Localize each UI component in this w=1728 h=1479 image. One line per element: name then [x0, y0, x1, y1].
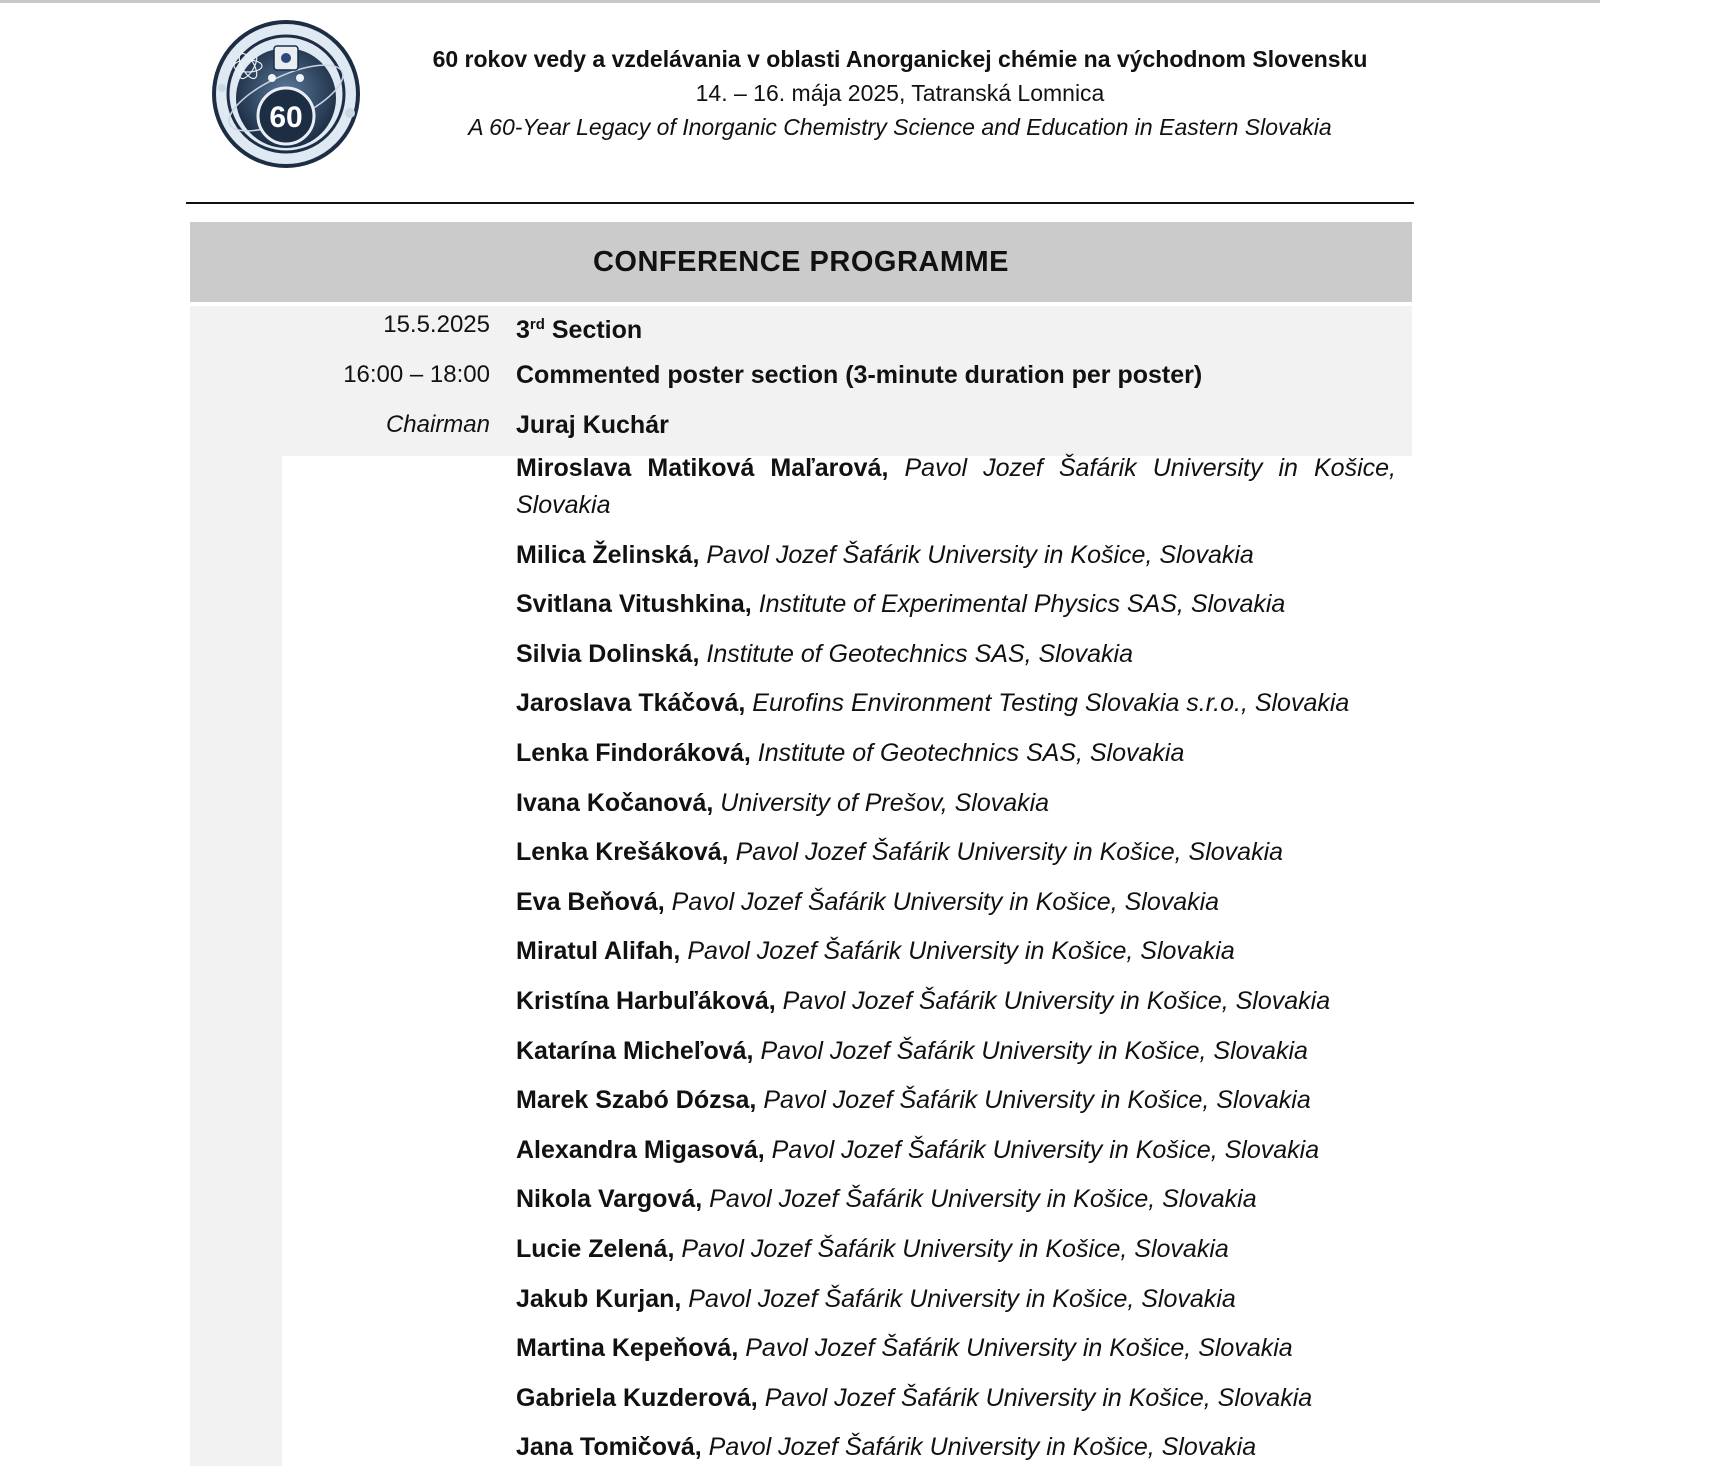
conference-title-en: A 60-Year Legacy of Inorganic Chemistry Science and Education in Eastern Slovakia [468, 114, 1332, 140]
section-word: Section [551, 316, 643, 344]
session-time: 16:00 – 18:00 [343, 361, 490, 388]
presenter-affiliation: University of Prešov, Slovakia [720, 788, 1050, 817]
list-item [516, 685, 1396, 722]
presenter-affiliation: Pavol Jozef Šafárik University in Košice, Slovakia [681, 1234, 1229, 1263]
presenter-affiliation: Pavol Jozef Šafárik University in Košice, Slovakia [516, 454, 1396, 519]
conference-header [400, 42, 1400, 144]
presenter-affiliation: Pavol Jozef Šafárik University in Košice, Slovakia [735, 838, 1284, 867]
top-rule [0, 0, 1600, 3]
presenter-name: Lenka Findoráková, [516, 738, 751, 767]
list-item [516, 884, 1396, 921]
presenter-name: Lenka Krešáková, [516, 838, 729, 867]
presenter-affiliation: Pavol Jozef Šafárik University in Košice, Slovakia [688, 1284, 1236, 1313]
list-item [516, 983, 1396, 1020]
conference-logo [210, 18, 368, 170]
conference-title-sk: 60 rokov vedy a vzdelávania v oblasti Anorganickej chémie na východnom Slovensku [432, 46, 1368, 72]
presenter-affiliation: Pavol Jozef Šafárik University in Košice, Slovakia [782, 986, 1331, 1015]
presenter-affiliation: Pavol Jozef Šafárik University in Košice, Slovakia [764, 1383, 1313, 1412]
session-time-row [190, 350, 1412, 400]
presenter-name: Gabriela Kuzderová, [516, 1383, 758, 1412]
presenter-name: Jana Tomičová, [516, 1433, 702, 1462]
presenter-affiliation: Pavol Jozef Šafárik University in Košice, Slovakia [709, 1185, 1257, 1214]
presenter-affiliation: Pavol Jozef Šafárik University in Košice, Slovakia [687, 937, 1235, 966]
list-item [516, 1033, 1396, 1070]
logo-number: 60 [269, 101, 303, 134]
presenter-name: Miroslava Matiková Maľarová, [516, 454, 889, 482]
list-item [516, 1132, 1396, 1169]
programme-title-bar [190, 222, 1412, 302]
list-item [516, 1330, 1396, 1367]
presenter-affiliation: Institute of Experimental Physics SAS, Slovakia [758, 590, 1286, 619]
list-item [516, 1231, 1396, 1268]
section-ordinal-suffix: rd [529, 316, 545, 333]
chairman-label: Chairman [385, 411, 490, 438]
presenter-name: Silvia Dolinská, [516, 639, 700, 668]
presenter-name: Marek Szabó Dózsa, [516, 1086, 757, 1115]
presenter-affiliation: Institute of Geotechnics SAS, Slovakia [757, 738, 1185, 767]
presenter-name: Alexandra Migasová, [516, 1135, 765, 1164]
list-item [516, 735, 1396, 772]
presenter-name: Kristína Harbuľáková, [516, 986, 776, 1015]
presenter-affiliation: Pavol Jozef Šafárik University in Košice, Slovakia [671, 887, 1220, 916]
presenter-name: Nikola Vargová, [516, 1185, 703, 1214]
presenter-name: Katarína Micheľová, [516, 1036, 754, 1065]
presenter-name: Svitlana Vitushkina, [516, 590, 752, 619]
presenter-affiliation: Pavol Jozef Šafárik University in Košice, Slovakia [760, 1036, 1308, 1065]
presenter-name: Jakub Kurjan, [516, 1284, 682, 1313]
list-item [516, 1181, 1396, 1218]
list-item [516, 586, 1396, 623]
presenter-affiliation: Pavol Jozef Šafárik University in Košice, Slovakia [771, 1135, 1320, 1164]
list-item [516, 450, 1396, 524]
presenter-name: Milica Želinská, [516, 540, 700, 569]
presenter-affiliation: Pavol Jozef Šafárik University in Košice, Slovakia [708, 1433, 1257, 1462]
session-title: Commented poster section (3-minute duration per poster) [516, 361, 1203, 389]
presenter-name: Martina Kepeňová, [516, 1334, 739, 1363]
chairman-name: Juraj Kuchár [516, 411, 669, 439]
list-item [516, 1429, 1396, 1466]
left-shaded-column [190, 306, 282, 1466]
presenter-affiliation: Pavol Jozef Šafárik University in Košice, Slovakia [706, 540, 1254, 569]
list-item [516, 785, 1396, 822]
header-divider [186, 202, 1414, 204]
list-item [516, 1380, 1396, 1417]
session-date: 15.5.2025 [383, 311, 490, 338]
list-item [516, 537, 1396, 574]
presenter-affiliation: Eurofins Environment Testing Slovakia s.r.o., Slovakia [752, 689, 1350, 718]
conference-date-place: 14. – 16. mája 2025, Tatranská Lomnica [695, 80, 1105, 106]
session-date-row [190, 300, 1412, 350]
presenter-name: Eva Beňová, [516, 887, 665, 916]
presenter-name: Ivana Kočanová, [516, 788, 714, 817]
list-item [516, 834, 1396, 871]
list-item [516, 1281, 1396, 1318]
presenter-affiliation: Pavol Jozef Šafárik University in Košice, Slovakia [745, 1334, 1293, 1363]
list-item [516, 933, 1396, 970]
presenter-affiliation: Institute of Geotechnics SAS, Slovakia [706, 639, 1133, 668]
presenter-name: Jaroslava Tkáčová, [516, 689, 746, 718]
section-heading [516, 300, 642, 355]
section-number: 3 [516, 316, 530, 344]
chairman-row [190, 400, 1412, 450]
presenter-name: Miratul Alifah, [516, 937, 681, 966]
presenter-list [516, 450, 1396, 1479]
list-item [516, 636, 1396, 673]
programme-title: CONFERENCE PROGRAMME [592, 245, 1009, 278]
presenter-name: Lucie Zelená, [516, 1234, 675, 1263]
list-item [516, 1082, 1396, 1119]
presenter-affiliation: Pavol Jozef Šafárik University in Košice, Slovakia [763, 1086, 1311, 1115]
